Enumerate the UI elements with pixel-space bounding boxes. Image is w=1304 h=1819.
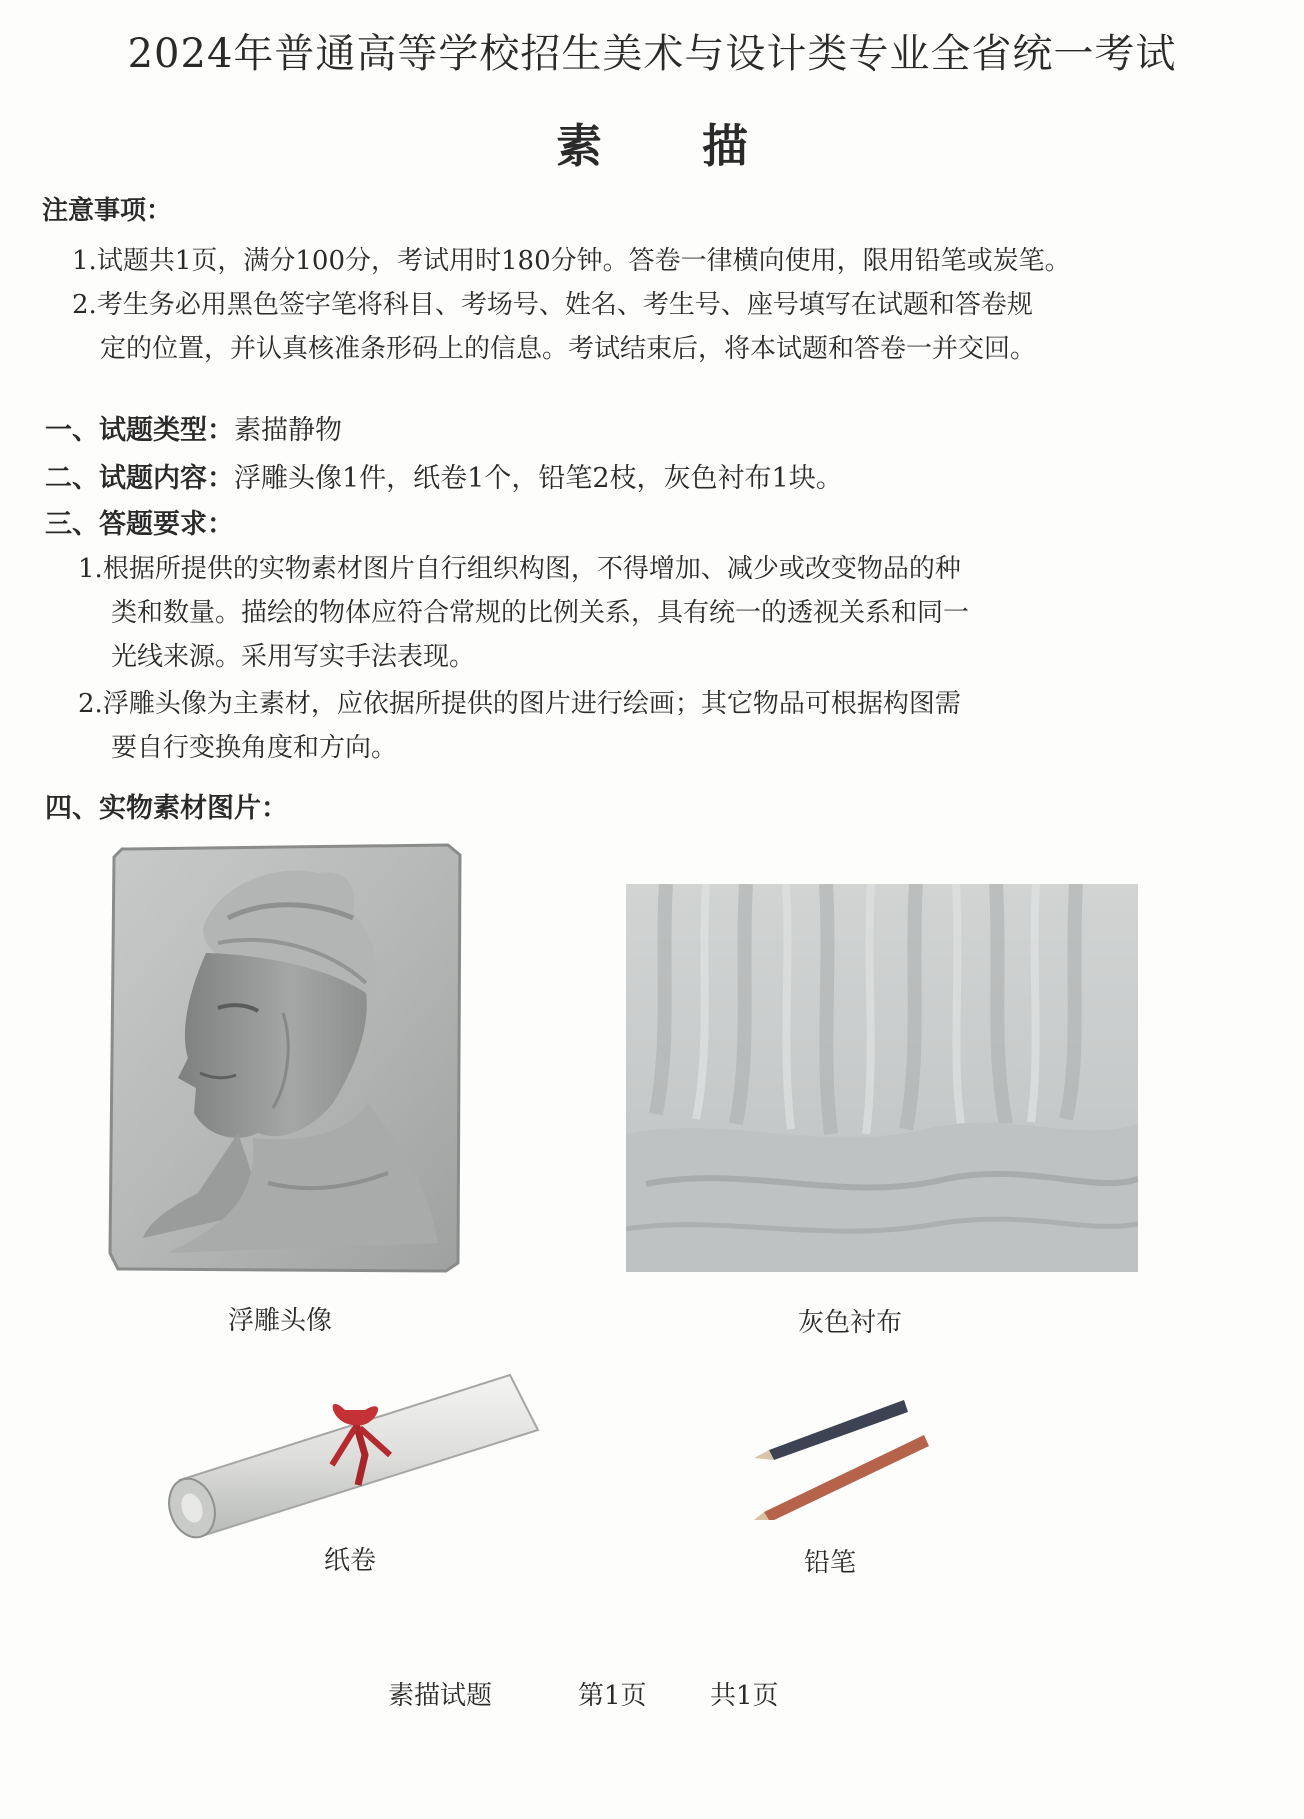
section-1	[45, 408, 342, 447]
req-item-2-num: 2.	[78, 689, 103, 719]
notice-item-1-num: 1.	[72, 246, 97, 276]
footer-page-total: 共1页	[710, 1681, 779, 1711]
gray-cloth-image	[626, 884, 1138, 1272]
relief-head-caption: 浮雕头像	[227, 1306, 332, 1336]
notice-item-2-line-1: 考生务必用黑色签字笔将科目、考场号、姓名、考生号、座号填写在试题和答卷规	[96, 290, 1033, 320]
notice-item-1-line-1: 试题共1页，满分100分，考试用时180分钟。答卷一律横向使用，限用铅笔或炭笔。	[96, 246, 1071, 276]
req-item-1-line-1: 根据所提供的实物素材图片自行组织构图，不得增加、减少或改变物品的种	[102, 554, 961, 584]
paper-scroll-caption: 纸卷	[323, 1546, 376, 1576]
req-item-1-line-2: 类和数量。描绘的物体应符合常规的比例关系，具有统一的透视关系和同一	[111, 598, 970, 628]
gray-cloth-caption: 灰色衬布	[797, 1308, 902, 1338]
subject-char-2: 描	[702, 119, 748, 173]
footer-exam-name: 素描试题	[388, 1681, 493, 1711]
req-item-2	[78, 683, 961, 720]
pencils-image	[754, 1390, 934, 1520]
section-4	[45, 786, 288, 825]
exam-title: 2024年普通高等学校招生美术与设计类专业全省统一考试	[127, 31, 1177, 77]
section-2-text: 浮雕头像1件，纸卷1个，铅笔2枝，灰色衬布1块。	[234, 463, 843, 494]
section-3-label: 三、答题要求：	[45, 509, 234, 540]
req-item-1-line-3: 光线来源。采用写实手法表现。	[111, 642, 476, 672]
req-item-1-num: 1.	[78, 554, 103, 584]
section-4-label: 四、实物素材图片：	[45, 793, 288, 824]
notice-item-2	[72, 284, 1033, 321]
notice-item-1	[72, 240, 1071, 277]
subject-title	[0, 110, 1304, 176]
section-3	[45, 502, 234, 541]
req-item-2-line-1: 浮雕头像为主素材，应依据所提供的图片进行绘画；其它物品可根据构图需	[102, 689, 961, 719]
section-1-text: 素描静物	[234, 415, 342, 446]
notice-heading: 注意事项：	[42, 196, 173, 226]
pencils-caption: 铅笔	[803, 1548, 856, 1578]
req-item-2-line-2: 要自行变换角度和方向。	[111, 733, 398, 763]
section-1-label: 一、试题类型：	[45, 415, 234, 446]
relief-head-image	[108, 843, 466, 1273]
subject-char-1: 素	[556, 119, 602, 173]
section-2-label: 二、试题内容：	[45, 463, 234, 494]
notice-item-2-num: 2.	[72, 290, 97, 320]
notice-item-2-line-2: 定的位置，并认真核准条形码上的信息。考试结束后，将本试题和答卷一并交回。	[100, 334, 1037, 364]
req-item-1	[78, 548, 961, 585]
section-2	[45, 456, 843, 495]
footer-page-number: 第1页	[578, 1681, 647, 1711]
paper-scroll-image	[160, 1370, 550, 1550]
